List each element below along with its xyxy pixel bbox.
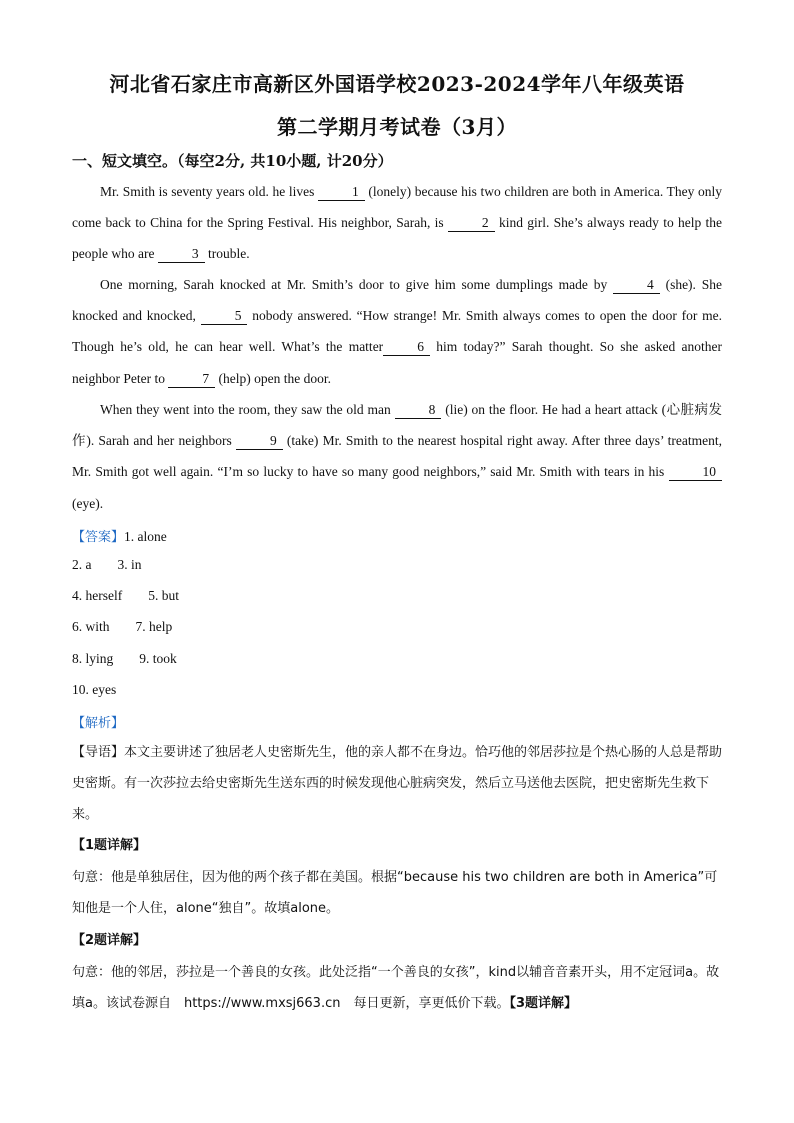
q3-heading: 【3题详解】 <box>509 996 578 1011</box>
guide-text: 【导语】本文主要讲述了独居老人史密斯先生，他的亲人都不在身边。恰巧他的邻居莎拉是个热心肠的人总是帮助史密斯。有一次莎拉去给史密斯先生送东西的时候发现他心脏病突发，然后立马送他去医院，把史密斯先生救下来。 <box>72 745 723 822</box>
answer-5: 5. but <box>148 588 179 603</box>
blank-7: 7 <box>168 371 215 388</box>
answer-line-4 <box>72 619 722 635</box>
answer-line-3 <box>72 588 722 604</box>
q2-explanation: 句意：他的邻居，莎拉是一个善良的女孩。此处泛指“一个善良的女孩”，kind以辅音音素开头，用不定冠词a。故填a。该试卷源自 https://www.mxsj663.cn 每日更新，享更低价下载。【3题详解】 <box>72 965 720 1011</box>
document-title-line2: 第二学期月考试卷（3月） <box>277 115 517 139</box>
analysis-tag: 【解析】 <box>72 716 125 731</box>
answer-line-2 <box>72 557 722 573</box>
blank-10: 10 <box>669 464 723 481</box>
answer-2: 2. a <box>72 557 92 572</box>
answer-tag: 【答案】 <box>72 530 125 545</box>
blank-2: 2 <box>448 215 495 232</box>
blank-1: 1 <box>318 184 365 201</box>
section-heading: 一、短文填空。（每空2分, 共10小题, 计20分） <box>72 152 393 170</box>
q1-heading: 【1题详解】 <box>72 838 147 853</box>
analysis-line <box>72 712 722 731</box>
q2-heading: 【2题详解】 <box>72 933 147 948</box>
blank-6: 6 <box>383 339 430 356</box>
blank-4: 4 <box>613 277 660 294</box>
passage-paragraph-3: When they went into the room, they saw the old man 8 (lie) on the floor. He had a heart attack (心脏病发作). Sarah and her neighbors 9 (take) Mr. Smith to the nearest hospital right away. After three days’ treatment, Mr. Smith got well again. “I’m so lucky to have so many good neighbors,” said Mr. Smith with tears in his 10 (eye). <box>72 402 723 511</box>
answer-6: 6. with <box>72 619 110 634</box>
answer-line-5 <box>72 651 722 667</box>
passage-paragraph-2: One morning, Sarah knocked at Mr. Smith’s door to give him some dumplings made by 4 (she). She knocked and knocked, 5 nobody answered. “How strange! Mr. Smith always comes to open the door for me. Though he’s old, he can hear well. What’s the matter 6 him today?” Sarah thought. So she asked another neighbor Peter to 7 (help) open the door. <box>72 277 722 386</box>
document-title-line1: 河北省石家庄市高新区外国语学校2023-2024学年八年级英语 <box>109 72 685 96</box>
answer-4: 4. herself <box>72 588 123 603</box>
answer-3: 3. in <box>117 557 142 572</box>
blank-3: 3 <box>158 246 205 263</box>
passage-paragraph-1: Mr. Smith is seventy years old. he lives 1 (lonely) because his two children are both in America. They only come back to China for the Spring Festival. His neighbor, Sarah, is 2 kind girl. She’s always ready to help the people who are 3 trouble. <box>72 184 722 262</box>
answer-7: 7. help <box>135 619 173 634</box>
answer-1: 1. alone <box>124 529 167 544</box>
q1-explanation: 句意：他是单独居住，因为他的两个孩子都在美国。根据“because his two children are both in America”可知他是一个人住，alone“独自”。故填alone。 <box>72 870 718 916</box>
answer-10: 10. eyes <box>72 682 117 697</box>
blank-9: 9 <box>236 433 283 450</box>
blank-5: 5 <box>201 308 248 325</box>
answer-9: 9. took <box>139 651 177 666</box>
blank-8: 8 <box>395 402 442 419</box>
answer-8: 8. lying <box>72 651 114 666</box>
answer-line-1 <box>72 526 722 545</box>
answer-line-6 <box>72 682 722 698</box>
